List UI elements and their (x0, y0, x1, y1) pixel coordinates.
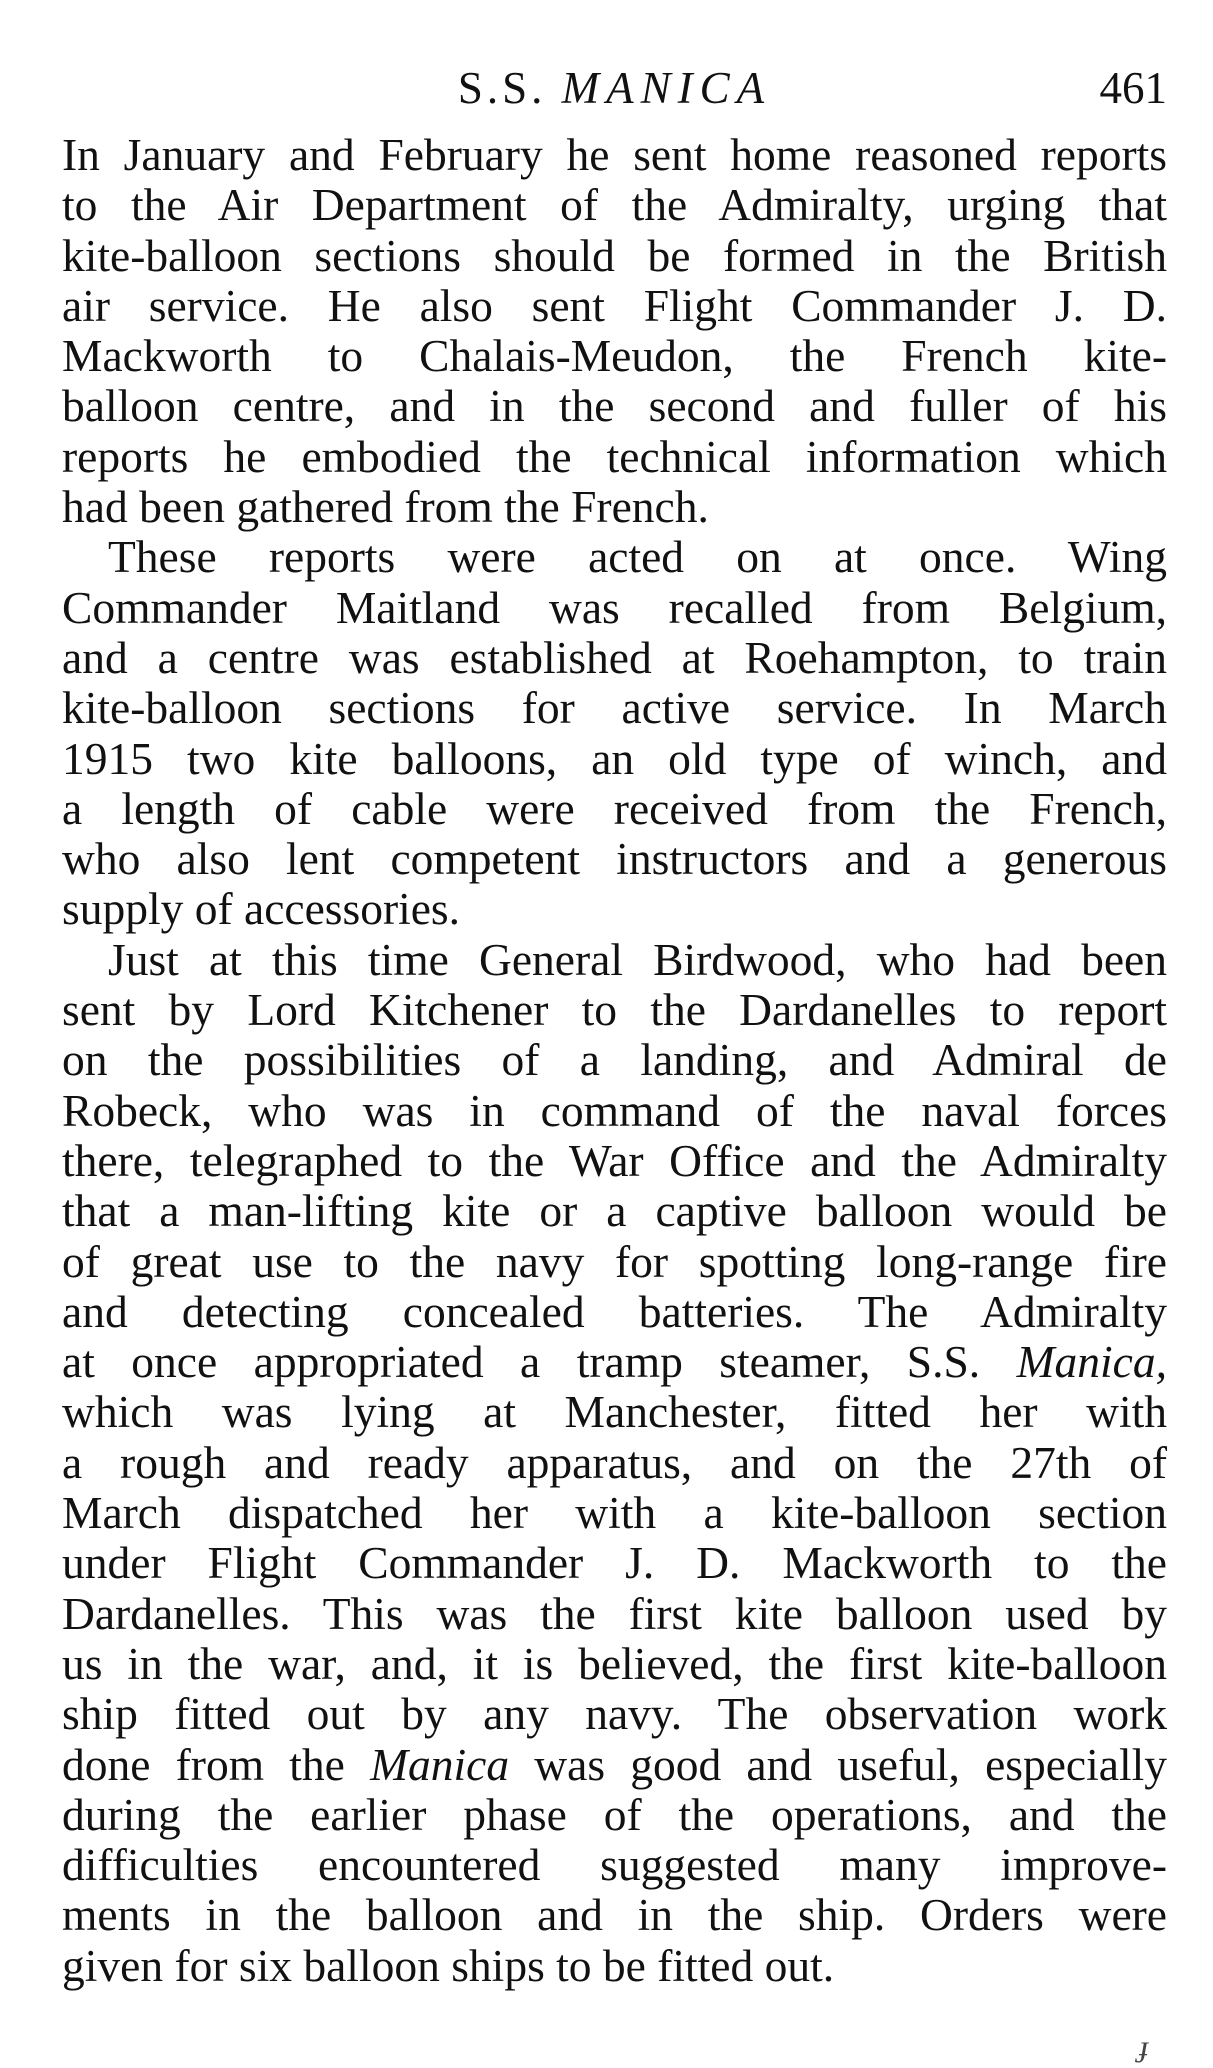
text-line: difficulties encountered suggested many improve- (62, 1839, 1167, 1891)
text-line: and a centre was established at Roehampton, to train (62, 631, 1167, 683)
text-line: a rough and ready apparatus, and on the 27th of (62, 1436, 1167, 1488)
text-line: who also lent competent instructors and a generous (62, 833, 1167, 885)
text-line: given for six balloon ships to be fitted out. (62, 1939, 835, 1991)
running-title (62, 58, 1167, 118)
text-line: there, telegraphed to the War Office and the Admiralty (62, 1134, 1167, 1186)
text-run: done from the (62, 1738, 371, 1790)
text-line: of great use to the navy for spotting long-range fire (62, 1235, 1167, 1287)
text-line: kite-balloon sections should be formed in the British (62, 229, 1167, 281)
paragraph (62, 935, 1167, 1991)
text-line: reports he embodied the technical information which (62, 430, 1167, 482)
text-line: March dispatched her with a kite-balloon section (62, 1487, 1167, 1539)
paragraph (62, 532, 1167, 934)
text-line: kite-balloon sections for active service. In March (62, 682, 1167, 734)
text-line: to the Air Department of the Admiralty, urging that (62, 179, 1167, 231)
text-line: under Flight Commander J. D. Mackworth to the (62, 1537, 1167, 1589)
title-prefix: S.S. (457, 63, 547, 113)
running-head (62, 58, 1167, 118)
text-line: balloon centre, and in the second and fuller of his (62, 380, 1167, 432)
text-line: us in the war, and, it is believed, the first kite-balloon (62, 1637, 1167, 1689)
text-line: which was lying at Manchester, fitted her with (62, 1386, 1167, 1438)
text-line: and detecting concealed batteries. The Admiralty (62, 1285, 1167, 1337)
text-line: that a man-lifting kite or a captive balloon would be (62, 1185, 1167, 1237)
text-line: ship fitted out by any navy. The observation work (62, 1688, 1167, 1740)
ship-name-italic: Manica (370, 1738, 510, 1790)
printer-mark: ɟ (1140, 2030, 1149, 2063)
text-run: was good and useful, especially (509, 1738, 1168, 1790)
ship-name-italic: Manica, (1016, 1336, 1167, 1388)
text-line: had been gathered from the French. (62, 481, 709, 533)
text-line: air service. He also sent Flight Commander J. D. (62, 279, 1167, 331)
text-line: Robeck, who was in command of the naval forces (62, 1084, 1167, 1136)
title-ship-name: MANICA (561, 63, 772, 113)
paragraph (62, 130, 1167, 532)
text-line: Mackworth to Chalais-Meudon, the French kite- (62, 330, 1167, 382)
text-line: on the possibilities of a landing, and Admiral de (62, 1034, 1167, 1086)
text-line: Commander Maitland was recalled from Belgium, (62, 581, 1167, 633)
text-line: In January and February he sent home reasoned reports (62, 129, 1167, 180)
text-line: Just at this time General Birdwood, who had been (108, 933, 1167, 985)
text-line: These reports were acted on at once. Wing (108, 531, 1167, 583)
text-run: at once appropriated a tramp steamer, S.S. (62, 1336, 1017, 1388)
text-line: during the earlier phase of the operations, and the (62, 1788, 1167, 1840)
text-line: sent by Lord Kitchener to the Dardanelles to report (62, 984, 1167, 1036)
text-line (62, 1337, 1167, 1387)
text-line: supply of accessories. (62, 883, 461, 935)
text-line: Dardanelles. This was the first kite balloon used by (62, 1587, 1167, 1639)
text-line: ments in the balloon and in the ship. Orders were (62, 1889, 1167, 1941)
text-line: a length of cable were received from the French, (62, 782, 1167, 834)
page-number: 461 (1099, 63, 1167, 113)
text-line (62, 1740, 1167, 1790)
text-line: 1915 two kite balloons, an old type of winch, and (62, 732, 1167, 784)
body-text (62, 130, 1167, 1991)
